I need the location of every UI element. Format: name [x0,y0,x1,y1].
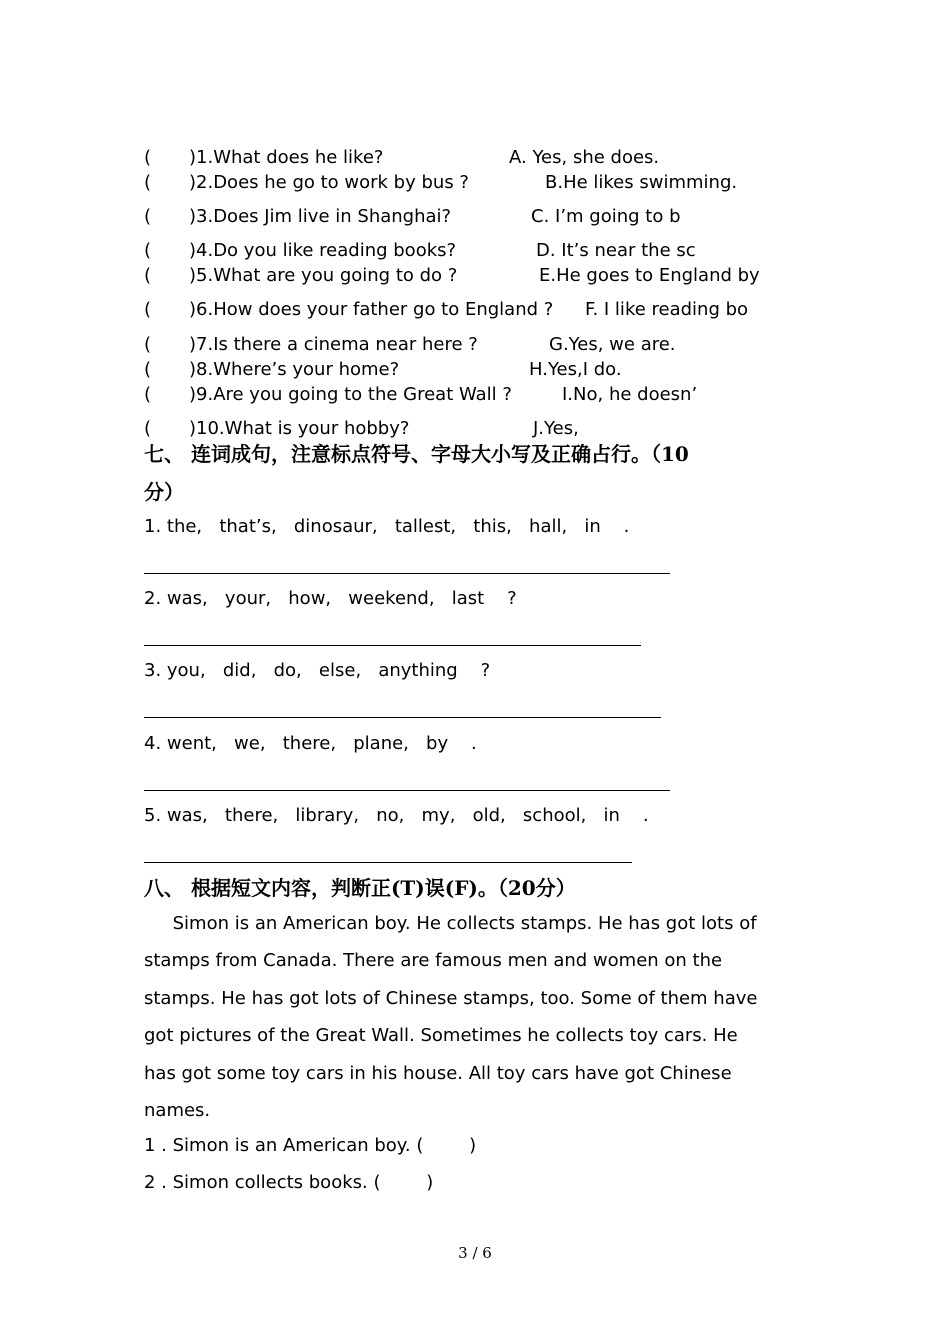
passage-line: names. [144,1100,211,1122]
question-text: )8.Where’s your home? [189,359,400,380]
answer-option: H.Yes,I do. [529,359,622,380]
answer-option: F. I like reading bo [585,299,749,320]
answer-line[interactable] [144,717,661,718]
answer-paren: ( [144,240,152,261]
sentence-item: 3. you, did, do, else, anything ? [144,660,491,681]
question-text: )4.Do you like reading books? [189,240,457,261]
page-number: 3 / 6 [458,1244,492,1262]
answer-option: C. I’m going to b [531,206,681,227]
passage-line: stamps from Canada. There are famous men and women on the [144,950,723,972]
passage-line: stamps. He has got lots of Chinese stamps, too. Some of them have [144,987,758,1009]
answer-paren: ( [144,299,152,320]
section-heading: 八、 根据短文内容，判断正(T)误(F)。（20分） [144,876,576,900]
question-text: )3.Does Jim live in Shanghai? [189,206,452,227]
question-text: )1.What does he like? [189,147,384,168]
answer-line[interactable] [144,645,641,646]
question-text: )5.What are you going to do ? [189,265,458,286]
answer-option: J.Yes, [533,418,579,439]
answer-option: B.He likes swimming. [545,172,738,193]
answer-line[interactable] [144,862,632,863]
true-false-question: 2 . Simon collects books. ( ) [144,1172,434,1193]
answer-paren: ( [144,384,152,405]
sentence-item: 4. went, we, there, plane, by . [144,733,477,754]
question-text: )7.Is there a cinema near here ? [189,334,478,355]
sentence-item: 2. was, your, how, weekend, last ? [144,588,517,609]
answer-option: I.No, he doesn’ [562,384,698,405]
answer-paren: ( [144,265,152,286]
answer-paren: ( [144,418,152,439]
question-text: )6.How does your father go to England ? [189,299,554,320]
answer-paren: ( [144,359,152,380]
sentence-item: 1. the, that’s, dinosaur, tallest, this, hall, in . [144,516,630,537]
answer-paren: ( [144,334,152,355]
answer-option: A. Yes, she does. [509,147,660,168]
answer-paren: ( [144,147,152,168]
question-text: )10.What is your hobby? [189,418,410,439]
question-text: )9.Are you going to the Great Wall ? [189,384,512,405]
true-false-question: 1 . Simon is an American boy. ( ) [144,1135,477,1156]
answer-option: D. It’s near the sc [536,240,696,261]
sentence-item: 5. was, there, library, no, my, old, school, in . [144,805,649,826]
passage-line: has got some toy cars in his house. All toy cars have got Chinese [144,1062,732,1084]
passage-line: Simon is an American boy. He collects stamps. He has got lots of [144,913,757,934]
answer-paren: ( [144,172,152,193]
section-heading: 七、 连词成句，注意标点符号、字母大小写及正确占行。（10 [144,442,689,466]
answer-paren: ( [144,206,152,227]
passage-line: got pictures of the Great Wall. Sometimes he collects toy cars. He [144,1025,738,1047]
question-text: )2.Does he go to work by bus ? [189,172,469,193]
answer-option: E.He goes to England by [539,265,760,286]
answer-line[interactable] [144,790,670,791]
answer-line[interactable] [144,573,670,574]
answer-option: G.Yes, we are. [549,334,676,355]
section-heading-continued: 分） [144,480,184,504]
reading-passage [144,905,814,1129]
